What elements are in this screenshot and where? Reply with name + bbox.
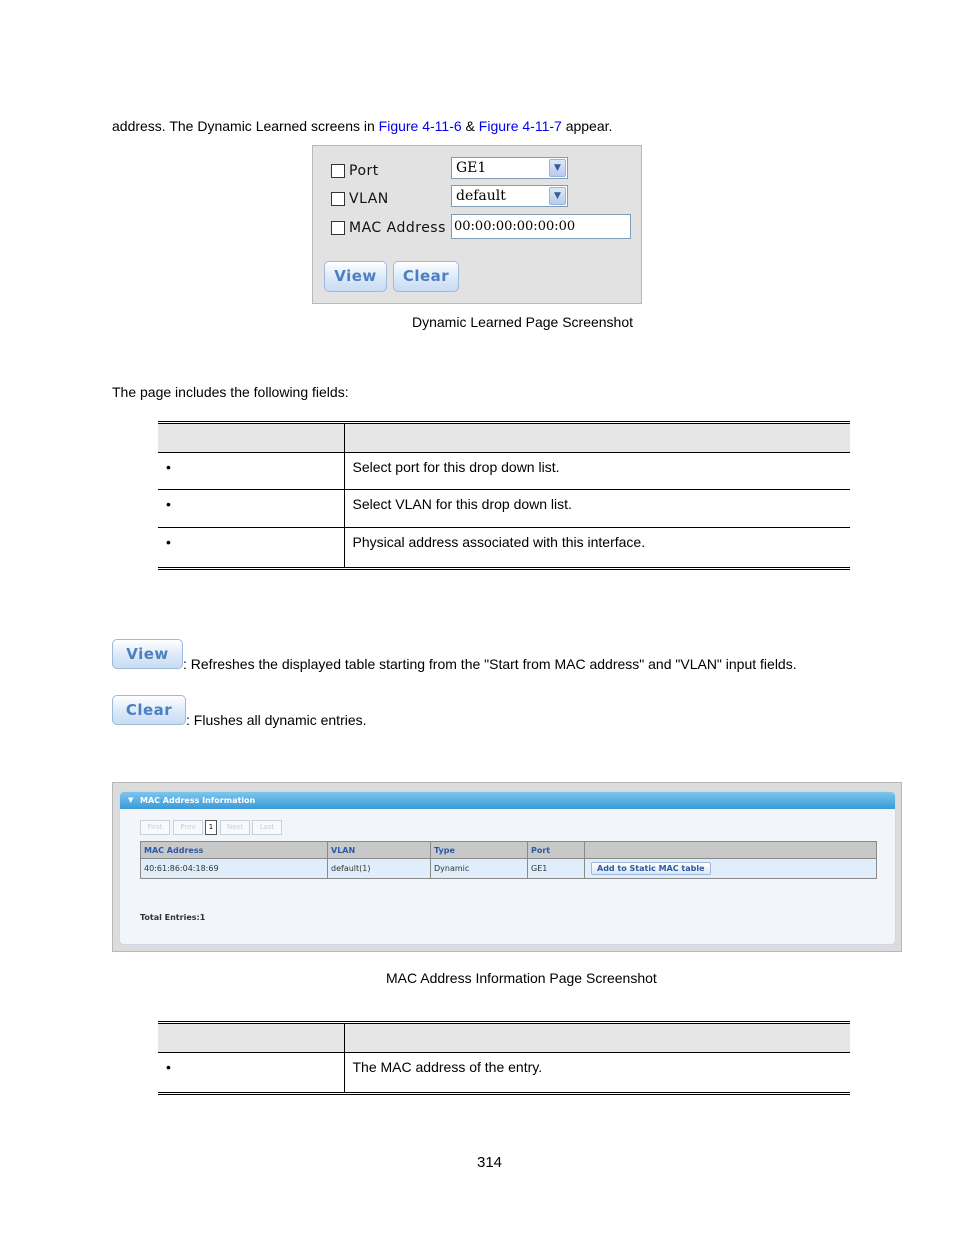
col-action [585, 842, 877, 859]
header-cell-object [158, 1023, 344, 1053]
mac-fields-table [158, 1021, 850, 1095]
mac-address-input[interactable]: 00:00:00:00:00:00 [451, 214, 631, 239]
col-port: Port [528, 842, 585, 859]
cell-vlan: default(1) [328, 859, 431, 879]
chevron-down-icon: ▼ [549, 187, 566, 205]
vlan-label: VLAN [349, 191, 389, 207]
table-row [158, 1053, 850, 1094]
cell-action [585, 859, 877, 879]
total-entries: Total Entries:1 [140, 913, 206, 922]
mac-info-screenshot [112, 782, 902, 952]
col-mac-address: MAC Address [141, 842, 328, 859]
intro-paragraph [112, 118, 612, 134]
mac-table-header [141, 842, 877, 859]
vlan-select[interactable] [451, 185, 568, 207]
object-cell [158, 453, 344, 490]
collapse-triangle-icon[interactable]: ▼ [128, 796, 134, 804]
fields-intro: The page includes the following fields: [112, 384, 349, 400]
dynamic-learned-screenshot [312, 145, 642, 304]
table-row [158, 490, 850, 528]
table-row [158, 453, 850, 490]
table-row [141, 859, 877, 879]
mac-info-panel [119, 791, 896, 945]
bullet: • [166, 459, 171, 475]
mac-info-title: MAC Address Information [140, 796, 256, 805]
cell-type: Dynamic [431, 859, 528, 879]
intro-text-before: address. The Dynamic Learned screens in [112, 118, 379, 134]
pager-next[interactable]: Next [220, 820, 250, 835]
header-cell-object [158, 423, 344, 453]
header-cell-description [344, 1023, 850, 1053]
header-cell-description [344, 423, 850, 453]
mac-info-table [140, 841, 877, 879]
mac-row [331, 217, 446, 239]
col-type: Type [431, 842, 528, 859]
bullet: • [166, 1059, 171, 1075]
description-cell: Physical address associated with this interface. [344, 528, 850, 569]
view-button-sample: View [112, 639, 183, 669]
col-vlan: VLAN [328, 842, 431, 859]
view-button[interactable]: View [324, 261, 387, 292]
pager-first[interactable]: First [140, 820, 170, 835]
figure-link-1[interactable]: Figure 4-11-6 [378, 118, 462, 134]
description-cell: The MAC address of the entry. [344, 1053, 850, 1094]
description-cell: Select VLAN for this drop down list. [344, 490, 850, 528]
mac-checkbox[interactable] [331, 221, 345, 235]
clear-button[interactable]: Clear [393, 261, 459, 292]
fields-table [158, 421, 850, 570]
pager-last[interactable]: Last [252, 820, 282, 835]
pager-current[interactable]: 1 [205, 820, 217, 835]
intro-amp: & [461, 118, 479, 134]
pager-prev[interactable]: Prev [173, 820, 203, 835]
fields-table-header [158, 423, 850, 453]
vlan-select-value: default [456, 188, 506, 204]
mac-fields-table-header [158, 1023, 850, 1053]
intro-text-after: appear. [561, 118, 613, 134]
vlan-row [331, 188, 389, 210]
mac-label: MAC Address [349, 220, 446, 236]
cell-mac-address: 40:61:86:04:18:69 [141, 859, 328, 879]
port-label: Port [349, 163, 379, 179]
add-to-static-button[interactable]: Add to Static MAC table [591, 862, 711, 875]
caption-mac-info: MAC Address Information Page Screenshot [386, 970, 657, 986]
table-row [158, 528, 850, 569]
chevron-down-icon: ▼ [549, 159, 566, 177]
page-number: 314 [477, 1154, 503, 1171]
bullet: • [166, 496, 171, 512]
clear-button-sample: Clear [112, 695, 186, 725]
caption-dynamic-learned: Dynamic Learned Page Screenshot [412, 314, 634, 330]
port-row [331, 160, 379, 182]
port-select[interactable] [451, 157, 568, 179]
mac-info-title-bar [120, 792, 895, 809]
object-cell [158, 490, 344, 528]
description-cell: Select port for this drop down list. [344, 453, 850, 490]
cell-port: GE1 [528, 859, 585, 879]
vlan-checkbox[interactable] [331, 192, 345, 206]
port-checkbox[interactable] [331, 164, 345, 178]
object-cell [158, 1053, 344, 1094]
bullet: • [166, 534, 171, 550]
view-description: : Refreshes the displayed table starting from the "Start from MAC address" and "VLAN" input fields. [183, 656, 797, 672]
figure-link-2[interactable]: Figure 4-11-7 [478, 118, 562, 134]
clear-description: : Flushes all dynamic entries. [186, 712, 367, 728]
port-select-value: GE1 [456, 160, 487, 176]
object-cell [158, 528, 344, 569]
